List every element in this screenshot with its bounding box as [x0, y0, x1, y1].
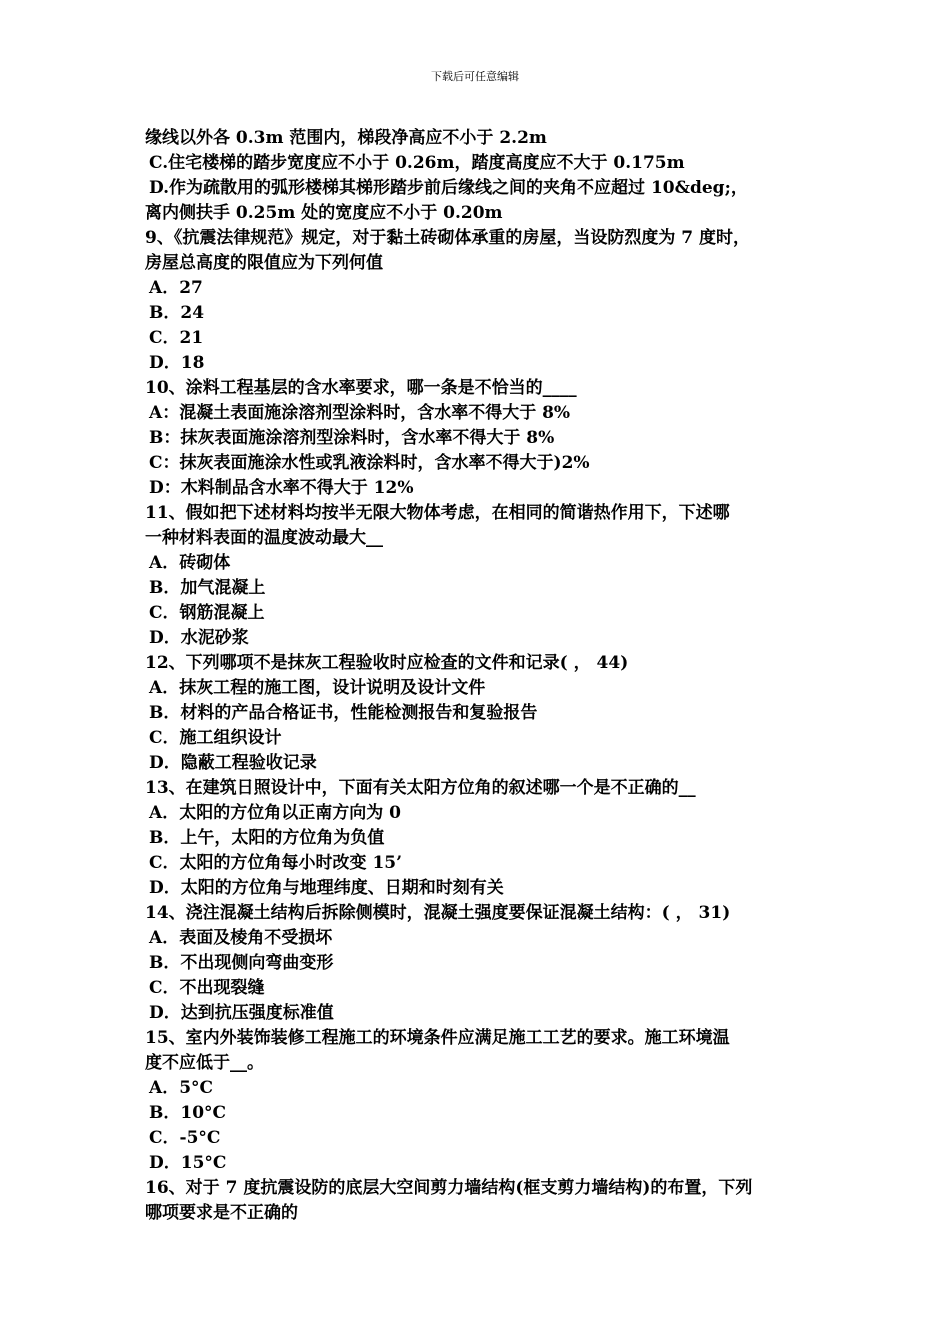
text-line: C．21 [149, 328, 204, 348]
text-line: 16、对于 7 度抗震设防的底层大空间剪力墙结构(框支剪力墙结构)的布置，下列 [145, 1178, 753, 1198]
text-line: 13、在建筑日照设计中，下面有关太阳方位角的叙述哪一个是不正确的__ [145, 778, 696, 798]
text-line: A．27 [149, 278, 203, 298]
text-line: C．太阳的方位角每小时改变 15’ [149, 853, 403, 873]
text-line: D．15°C [149, 1153, 227, 1173]
text-line: 一种材料表面的温度波动最大__ [145, 528, 383, 548]
text-line: B．24 [149, 303, 205, 323]
text-line: 12、下列哪项不是抹灰工程验收时应检查的文件和记录( ， 44) [145, 653, 629, 673]
text-line: D．隐蔽工程验收记录 [149, 753, 317, 773]
text-line: B．上午，太阳的方位角为负值 [149, 828, 385, 848]
text-line: 10、涂料工程基层的含水率要求，哪一条是不恰当的____ [145, 378, 577, 398]
text-line: A．抹灰工程的施工图，设计说明及设计文件 [149, 678, 486, 698]
text-line: D：木料制品含水率不得大于 12% [149, 478, 414, 498]
text-line: 15、室内外装饰装修工程施工的环境条件应满足施工工艺的要求。施工环境温 [145, 1028, 730, 1048]
text-line: B．10°C [149, 1103, 227, 1123]
text-line: C．钢筋混凝上 [149, 603, 265, 623]
text-line: D．达到抗压强度标准值 [149, 1003, 334, 1023]
text-line: 哪项要求是不正确的 [145, 1203, 298, 1223]
text-line: A．太阳的方位角以正南方向为 0 [149, 803, 401, 823]
text-line: 离内侧扶手 0.25m 处的宽度应不小于 0.20m [145, 203, 503, 223]
text-line: D．水泥砂浆 [149, 628, 249, 648]
page-header: 下载后可任意编辑 [431, 70, 519, 83]
text-line: A．表面及棱角不受损坏 [149, 928, 333, 948]
text-line: C．施工组织设计 [149, 728, 282, 748]
text-line: D．太阳的方位角与地理纬度、日期和时刻有关 [149, 878, 504, 898]
text-line: 11、假如把下述材料均按半无限大物体考虑，在相同的简谐热作用下，下述哪 [145, 503, 730, 523]
text-line: C．-5°C [149, 1128, 221, 1148]
text-line: A．5°C [149, 1078, 214, 1098]
text-line: B．不出现侧向弯曲变形 [149, 953, 334, 973]
text-line: B：抹灰表面施涂溶剂型涂料时，含水率不得大于 8% [149, 428, 555, 448]
text-line: D．18 [149, 353, 205, 373]
text-line: 度不应低于__。 [145, 1053, 264, 1073]
text-line: 房屋总高度的限值应为下列何值 [145, 253, 383, 273]
text-line: B．加气混凝上 [149, 578, 266, 598]
text-line: B．材料的产品合格证书，性能检测报告和复验报告 [149, 703, 538, 723]
text-line: D.作为疏散用的弧形楼梯其梯形踏步前后缘线之间的夹角不应超过 10&deg;， [149, 178, 748, 198]
text-line: C：抹灰表面施涂水性或乳液涂料时，含水率不得大于)2% [149, 453, 590, 473]
text-line: A：混凝土表面施涂溶剂型涂料时，含水率不得大于 8% [149, 403, 571, 423]
text-line: 14、浇注混凝土结构后拆除侧模时，混凝土强度要保证混凝土结构：( ， 31) [145, 903, 731, 923]
text-line: 缘线以外各 0.3m 范围内，梯段净高应不小于 2.2m [145, 128, 547, 148]
text-line: C.住宅楼梯的踏步宽度应不小于 0.26m，踏度高度应不大于 0.175m [149, 153, 685, 173]
text-line: A．砖砌体 [149, 553, 231, 573]
text-line: C．不出现裂缝 [149, 978, 265, 998]
document-body [145, 126, 825, 1226]
text-line: 9、《抗震法律规范》规定，对于黏土砖砌体承重的房屋，当设防烈度为 7 度时， [145, 228, 750, 248]
